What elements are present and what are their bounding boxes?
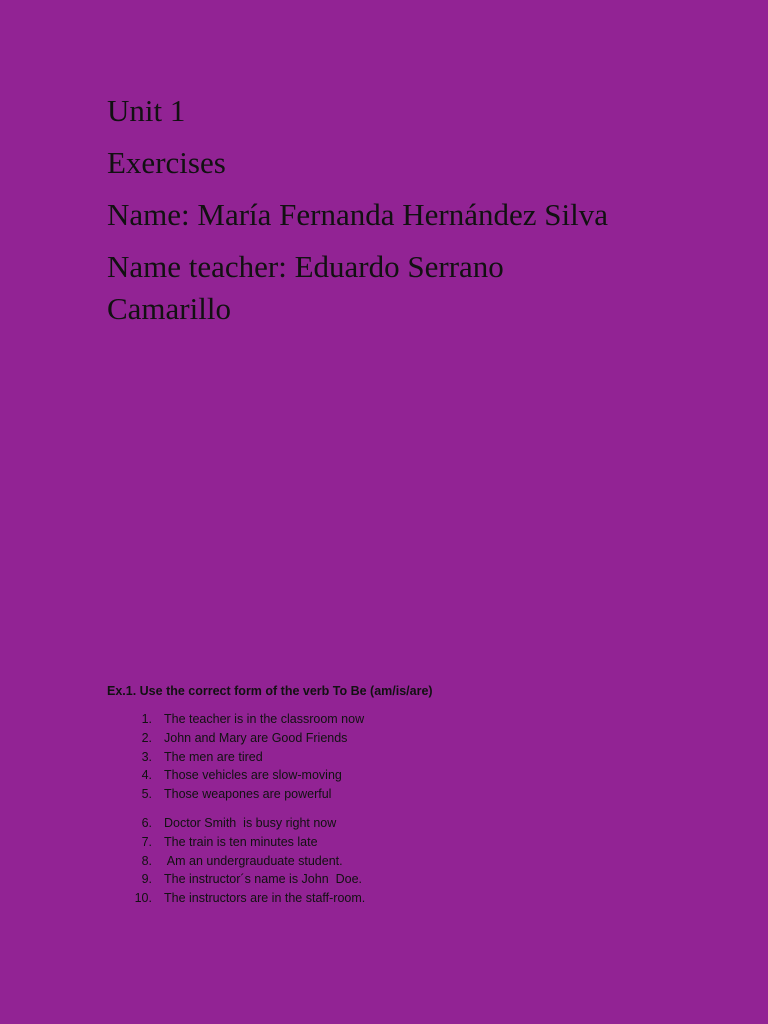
item-number: 6. <box>141 815 152 830</box>
exercise-1 <box>107 681 667 908</box>
list-item <box>107 814 667 833</box>
list-item <box>107 785 667 804</box>
item-text: John and Mary are Good Friends <box>164 730 348 745</box>
item-number: 4. <box>141 768 152 783</box>
exercise-title: Ex.1. Use the correct form of the verb To Be (am/is/are) <box>107 684 433 698</box>
item-text: Am an undergrauduate student. <box>164 853 343 868</box>
item-number: 3. <box>141 749 152 764</box>
list-item <box>107 833 667 852</box>
item-text: The instructor´s name is John Doe. <box>164 872 362 887</box>
item-text: Doctor Smith is busy right now <box>164 815 337 830</box>
item-number: 7. <box>141 834 152 849</box>
list-item <box>107 766 667 785</box>
item-number: 9. <box>141 872 152 887</box>
list-item <box>107 870 667 889</box>
item-text: The teacher is in the classroom now <box>164 712 365 726</box>
item-number: 1. <box>141 712 152 726</box>
list-item <box>107 748 667 767</box>
teacher-name-continued: Camarillo <box>107 291 231 326</box>
section-heading: Exercises <box>107 145 226 180</box>
student-name: Name: María Fernanda Hernández Silva <box>107 197 608 232</box>
exercise-list <box>107 710 667 908</box>
list-item <box>107 852 667 871</box>
list-item <box>107 729 667 748</box>
item-number: 2. <box>141 730 152 745</box>
item-number: 5. <box>141 787 152 802</box>
unit-heading: Unit 1 <box>107 93 186 128</box>
teacher-name: Name teacher: Eduardo Serrano <box>107 249 504 284</box>
item-text: The train is ten minutes late <box>164 834 318 849</box>
item-text: Those weapones are powerful <box>164 787 332 802</box>
list-item <box>107 889 667 908</box>
item-number: 8. <box>141 853 152 868</box>
item-number: 10. <box>134 891 152 906</box>
item-text: The instructors are in the staff-room. <box>164 891 366 906</box>
item-text: Those vehicles are slow-moving <box>164 768 342 783</box>
item-text: The men are tired <box>164 749 263 764</box>
list-item <box>107 710 667 729</box>
